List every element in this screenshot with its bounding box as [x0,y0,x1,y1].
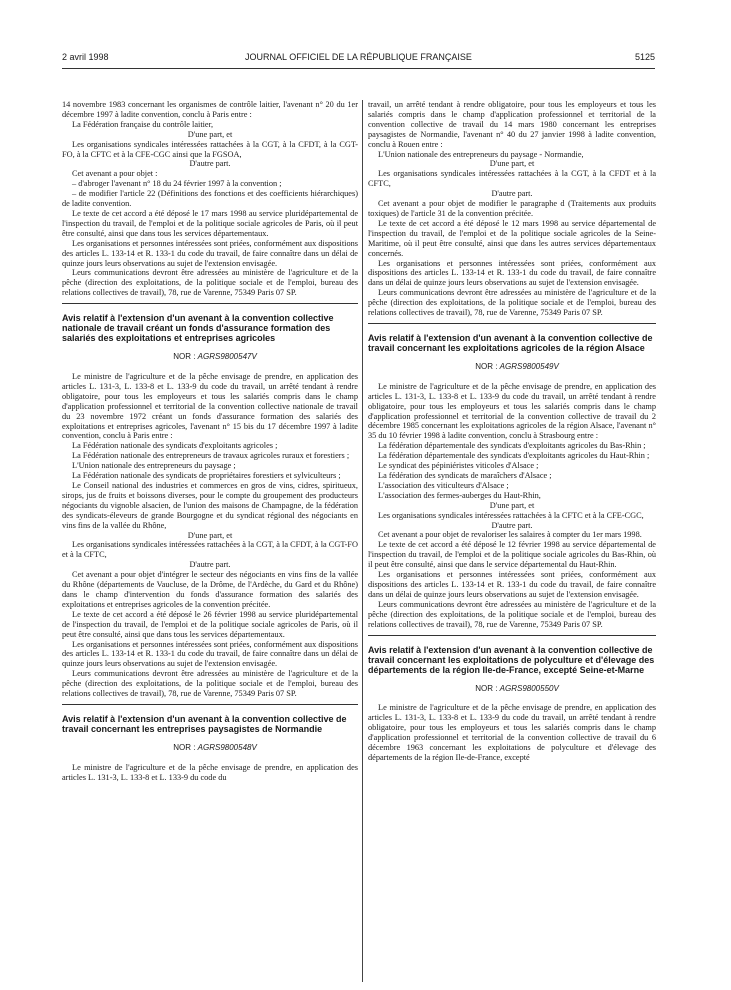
paragraph: L'association des fermes-auberges du Haut-Rhin, [378,490,541,500]
paragraph: D'autre part. [189,560,231,570]
header-journal-title: JOURNAL OFFICIEL DE LA RÉPUBLIQUE FRANÇAISE [245,52,472,62]
paragraph: Les organisations syndicales intéressées rattachées à la CFTC et à la CFE-CGC, [378,510,644,520]
paragraph: La Fédération nationale des entrepreneurs de travaux agricoles ruraux et forestiers ; [72,451,350,461]
nor-label: NOR : [475,361,498,371]
paragraph: Les organisations et personnes intéressées sont priées, conformément aux dispositions des articles L. 133-14 et R. 133-1 du code du travail, de faire connaître dans un délai de quinze jours leurs observations au sujet de l'extension envisagée. [368,258,656,288]
nor-code: AGRS9800549V [499,361,559,371]
paragraph: L'association des viticulteurs d'Alsace ; [378,480,509,490]
article-title: Avis relatif à l'extension d'un avenant à la convention collective nationale de travail créant un fonds d'assurance formation des salariés des exploitations et entreprises agricoles [62,313,334,344]
paragraph: Cet avenant a pour objet d'intégrer le secteur des négociants en vins fins de la vallée du Rhône (départements de Vaucluse, de la Drôme, de l'Ardèche, du Gard et du Rhône) dans le champ d'intervention du fonds d'assurance formation des salariés des exploitations et entreprises agricoles de la convention précitée. [62,570,358,609]
paragraph: Leurs communications devront être adressées au ministère de l'agriculture et de la pêche (direction des exploitations, de la politique sociale et de l'emploi, bureau des relations collectives de travail), 78, rue de Varenne, 75349 Paris 07 SP. [62,268,358,298]
nor-label: NOR : [173,352,196,362]
paragraph: D'une part, et [187,530,233,540]
article-separator [62,704,358,705]
paragraph: Le syndicat des pépiniéristes viticoles d'Alsace ; [378,461,539,471]
paragraph: Leurs communications devront être adressées au ministère de l'agriculture et de la pêche (direction des exploitations, de la politique sociale et de l'emploi, bureau des relations collectives de travail), 78, rue de Varenne, 75349 Paris 07 SP. [368,599,656,629]
paragraph: Le ministre de l'agriculture et de la pêche envisage de prendre, en application des articles L. 131-3, L. 133-8 et L. 133-9 du code du [62,762,358,782]
nor-reference [62,743,358,753]
nor-label: NOR : [475,683,498,693]
paragraph: Leurs communications devront être adressées au ministère de l'agriculture et de la pêche (direction des exploitations, de la politique sociale et de l'emploi, bureau des relations collectives de travail), 78, rue de Varenne, 75349 Paris 07 SP. [368,288,656,318]
paragraph: Les organisations et personnes intéressées sont priées, conformément aux dispositions des articles L. 133-14 et R. 133-1 du code du travail, de faire connaître dans un délai de quinze jours leurs observations au sujet de l'extension envisagée. [368,570,656,599]
paragraph: Le texte de cet accord a été déposé le 12 mars 1998 au service départemental de l'inspection du travail, de l'emploi et de la politique sociale agricoles de la Seine-Maritime, où il peut être consulté, ainsi que dans les autres services départementaux concernés. [368,218,656,258]
paragraph: – d'abroger l'avenant n° 18 du 24 février 1997 à la convention ; [72,179,282,189]
paragraph: La fédération départementale des syndicats d'exploitants agricoles du Bas-Rhin ; [378,441,646,451]
article-title: Avis relatif à l'extension d'un avenant à la convention collective de travail concernant les exploitations de polyculture et d'élevage des départements de la région Ile-de-France, excepté Seine-et-Marne [368,644,655,675]
column-divider [362,100,363,982]
nor-label: NOR : [173,742,196,752]
article-title: Avis relatif à l'extension d'un avenant à la convention collective de travail concernant les exploitations agricoles de la région Alsace [368,332,653,353]
article-separator [368,323,656,324]
paragraph: D'autre part. [491,189,533,199]
header-page-number: 5125 [634,52,655,62]
paragraph: Le ministre de l'agriculture et de la pêche envisage de prendre, en application des articles L. 131-3, L. 133-8 et L. 133-9 du code du travail, un arrêté tendant à rendre obligatoire, pour tous les employeurs et tous les salariés compris dans le champ d'application professionnel et territorial de la convention collective de travail du 2 décembre 1985 concernant les exploitations agricoles de la région Alsace, l'avenant n° 35 du 10 février 1998 à ladite convention, conclu à Strasbourg entre : [368,381,656,441]
paragraph: La Fédération nationale des syndicats de propriétaires forestiers et sylviculteurs ; [72,471,341,481]
nor-reference [368,362,656,372]
paragraph: Le ministre de l'agriculture et de la pêche envisage de prendre, en application des articles L. 131-3, L. 133-8 et L. 133-9 du code du travail, un arrêté tendant à rendre obligatoire, pour tous les employeurs et tous les salariés compris dans le champ d'application professionnel et territorial de la convention collective de travail du 6 décembre 1963 concernant les exploitations de polyculture et d'élevage des départements de la région Ile-de-France, excepté [368,703,656,762]
paragraph: La fédération départementale des syndicats d'exploitants agricoles du Haut-Rhin ; [378,451,650,461]
paragraph: Les organisations syndicales intéressées rattachées à la CGT, à la CFDT, à la CGT-FO, à la CFTC et à la CFE-CGC ainsi que la FGSOA, [62,139,358,159]
paragraph: travail, un arrêté tendant à rendre obligatoire, pour tous les employeurs et tous les salariés compris dans le champ d'application professionnel et territorial de la convention collective de travail du 14 mars 1980 concernant les entreprises paysagistes de Normandie, l'avenant n° 40 du 27 janvier 1998 à ladite convention, conclu à Rouen entre : [368,100,656,149]
page-header [62,52,655,66]
nor-reference [368,684,656,694]
nor-code: AGRS9800550V [499,683,559,693]
paragraph: Les organisations et personnes intéressées sont priées, conformément aux dispositions des articles L. 133-14 et R. 133-1 du code du travail, de faire connaître dans un délai de quinze jours leurs observations au sujet de l'extension envisagée. [62,238,358,268]
paragraph: D'autre part. [189,159,231,169]
paragraph: La Fédération nationale des syndicats d'exploitants agricoles ; [72,441,278,451]
header-rule [62,68,655,69]
article-separator [368,635,656,636]
article-separator [62,303,358,304]
paragraph: – de modifier l'article 22 (Définitions des fonctions et des coefficients hiérarchiques) de ladite convention. [62,189,358,209]
paragraph: D'une part, et [489,159,535,169]
paragraph: La Fédération française du contrôle laitier, [72,119,214,129]
header-date: 2 avril 1998 [62,52,109,62]
paragraph: Le texte de cet accord a été déposé le 17 mars 1998 au service pluridépartemental de l'inspection du travail, de l'emploi et de la politique sociale agricoles de Paris, où il peut être consulté, ainsi que dans tous les services départementaux. [62,208,358,238]
nor-reference [62,352,358,362]
paragraph: Le texte de cet accord a été déposé le 12 février 1998 au service départemental de l'inspection du travail, de l'emploi et de la politique sociale agricoles du Bas-Rhin, où il peut être consulté, ainsi que dans le service départemental du Haut-Rhin. [368,540,656,570]
paragraph: D'une part, et [489,500,535,510]
paragraph: Les organisations et personnes intéressées sont priées, conformément aux dispositions des articles L. 133-14 et R. 133-1 du code du travail, de faire connaître dans un délai de quinze jours leurs observations au sujet de l'extension envisagée. [62,639,358,669]
paragraph: L'Union nationale des entrepreneurs du paysage - Normandie, [378,149,584,159]
paragraph: Les organisations syndicales intéressées rattachées à la CGT, à la CFDT, à la CGT-FO et à la CFTC, [62,540,358,560]
article-title: Avis relatif à l'extension d'un avenant à la convention collective de travail concernant les entreprises paysagistes de Normandie [62,713,347,734]
paragraph: 14 novembre 1983 concernant les organismes de contrôle laitier, l'avenant n° 20 du 1er décembre 1997 à ladite convention, conclu à Paris entre : [62,100,358,119]
paragraph: Leurs communications devront être adressées au ministère de l'agriculture et de la pêche (direction des exploitations, de la politique sociale et de l'emploi, bureau des relations collectives de travail), 78, rue de Varenne, 75349 Paris 07 SP. [62,669,358,699]
nor-code: AGRS9800548V [197,742,257,752]
paragraph: D'autre part. [491,520,533,530]
paragraph: Cet avenant a pour objet : [72,169,158,179]
paragraph: Cet avenant a pour objet de revaloriser les salaires à compter du 1er mars 1998. [378,530,642,540]
paragraph: Le texte de cet accord a été déposé le 26 février 1998 au service pluridépartemental de l'inspection du travail, de l'emploi et de la politique sociale agricoles de Paris, où il peut être consulté, ainsi que dans tous les services départementaux. [62,609,358,639]
paragraph: Le ministre de l'agriculture et de la pêche envisage de prendre, en application des articles L. 131-3, L. 133-8 et L. 133-9 du code du travail, un arrêté tendant à rendre obligatoire, pour tous les employeurs et tous les salariés compris dans le champ d'application professionnel et territorial de la convention collective nationale de travail du 23 novembre 1972 créant un fonds d'assurance formation des salariés des exploitations et entreprises agricoles, l'avenant n° 15 bis du 17 décembre 1997 à ladite convention, conclu à Paris entre : [62,372,358,441]
paragraph: D'une part, et [187,129,233,139]
nor-code: AGRS9800547V [197,352,257,362]
paragraph: Cet avenant a pour objet de modifier le paragraphe d (Traitements aux produits toxiques) de l'article 31 de la convention précitée. [368,199,656,218]
paragraph: Le Conseil national des industries et commerces en gros de vins, cidres, spiritueux, sirops, jus de fruits et boissons diverses, pour le compte du groupement des producteurs négociants du vignoble alsacien, de l'union des maisons de Champagne, de la fédération des syndicats-éleveurs de grande Bourgogne et du syndicat régional des négociants en vins fins de la vallée du Rhône, [62,481,358,530]
paragraph: Les organisations syndicales intéressées rattachées à la CGT, à la CFDT et à la CFTC, [368,169,656,189]
left-column [62,100,358,783]
right-column [368,100,656,763]
paragraph: L'Union nationale des entrepreneurs du paysage ; [72,461,236,471]
paragraph: La fédération des syndicats de maraîchers d'Alsace ; [378,471,552,480]
